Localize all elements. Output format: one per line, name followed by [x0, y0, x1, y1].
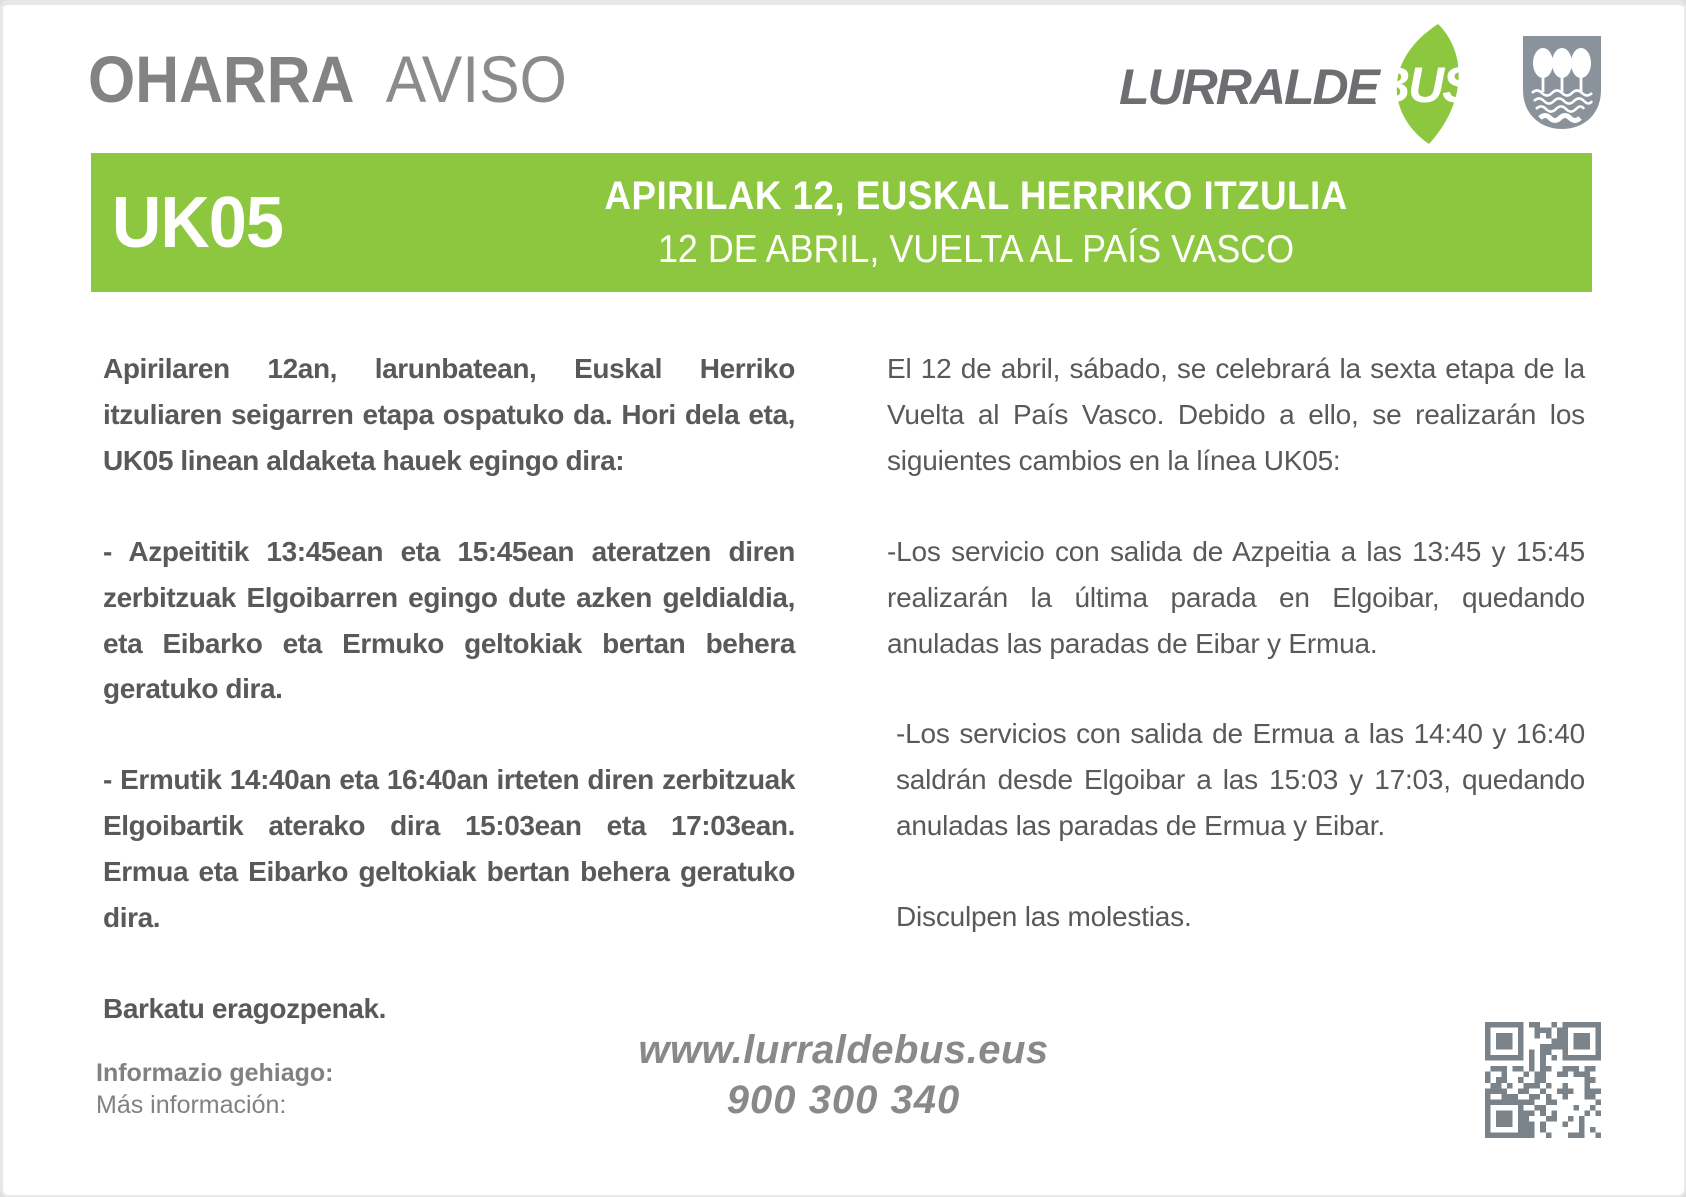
website-url: www.lurraldebus.eus	[638, 1028, 1049, 1072]
page-title	[88, 41, 567, 117]
lurraldebus-logo	[1119, 23, 1474, 145]
paragraph: - Ermutik 14:40an eta 16:40an irteten diren zerbitzuak Elgoibartik aterako dira 15:03ean eta 17:03ean. Ermua eta Eibarko geltokiak bertan behera geratuko dira.	[103, 764, 795, 934]
gipuzkoa-shield-icon	[1522, 35, 1602, 137]
page-title-basque: OHARRA	[88, 42, 355, 116]
leaf-icon	[1372, 24, 1474, 144]
banner-title-basque: APIRILAK 12, EUSKAL HERRIKO ITZULIA	[604, 173, 1348, 218]
paragraph: El 12 de abril, sábado, se celebrará la sexta etapa de la Vuelta al País Vasco. Debido a ello, se realizarán los siguientes cambios en la línea UK05:	[887, 353, 1585, 476]
basque-column	[103, 346, 795, 1077]
phone-number: 900 300 340	[726, 1078, 961, 1123]
notice-body	[103, 346, 1585, 1077]
lurraldebus-logo-text: LURRALDE	[1119, 59, 1378, 115]
spanish-column	[887, 346, 1585, 1077]
paragraph: -Los servicios con salida de Ermua a las 14:40 y 16:40 saldrán desde Elgoibar a las 15:03 y 17:03, quedando anuladas las paradas de Ermua y Eibar.	[896, 718, 1585, 842]
paragraph: -Los servicio con salida de Azpeitia a las 13:45 y 15:45 realizarán la última parada en Elgoibar, quedando anuladas las paradas de Eibar y Ermua.	[887, 535, 1585, 659]
paragraph: Barkatu eragozpenak.	[103, 992, 386, 1024]
paragraph: Apirilaren 12an, larunbatean, Euskal Herriko itzuliaren seigarren etapa ospatuko da. Hori dela eta, UK05 linean aldaketa hauek egingo dira:	[103, 353, 795, 476]
contact-block	[3, 1027, 1684, 1124]
lurraldebus-logo-bus: BUS	[1373, 57, 1474, 113]
more-info-basque: Informazio gehiago:	[96, 1059, 334, 1087]
paragraph: Disculpen las molestias.	[896, 901, 1192, 933]
banner-title-spanish: 12 DE ABRIL, VUELTA AL PAÍS VASCO	[657, 227, 1295, 271]
line-banner	[91, 153, 1592, 292]
paragraph: - Azpeititik 13:45ean eta 15:45ean ateratzen diren zerbitzuak Elgoibarren egingo dute azken geldialdia, eta Eibarko eta Ermuko geltokiak bertan behera geratuko dira.	[103, 535, 795, 705]
page-title-spanish: AVISO	[385, 42, 567, 116]
line-code: UK05	[111, 182, 283, 263]
qr-code	[1485, 1022, 1601, 1138]
banner-titles	[422, 172, 1543, 273]
more-info-spanish: Más información:	[96, 1091, 287, 1119]
